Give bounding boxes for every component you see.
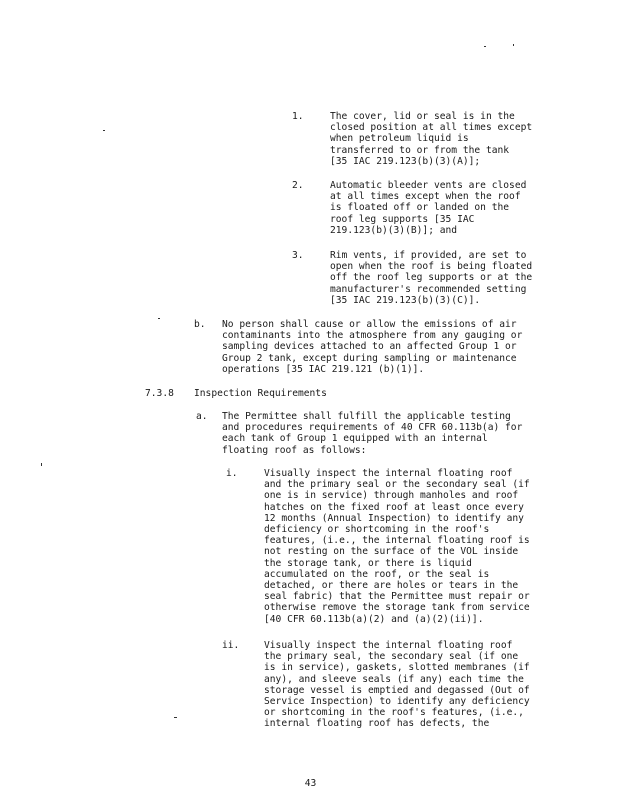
text-line: one is in service) through manholes and roof — [264, 490, 519, 502]
scan-speck — [41, 463, 42, 466]
text-line: any), and sleeve seals (if any) each time the — [264, 673, 524, 685]
page-number: 43 — [304, 778, 317, 789]
para-a-text — [222, 411, 522, 456]
text-line: accumulated on the roof, or the seal is — [264, 568, 490, 580]
sub-ii-label: ii. — [222, 640, 240, 651]
scan-speck — [513, 44, 514, 46]
text-line: Visually inspect the internal floating roof — [264, 640, 513, 651]
text-line: closed position at all times except — [330, 122, 533, 134]
scan-speck — [484, 46, 486, 47]
scan-speck — [103, 130, 105, 131]
text-line: seal fabric) that the Permittee must repair or — [264, 591, 530, 603]
para-b-label: b. — [194, 319, 206, 330]
text-line: otherwise remove the storage tank from service — [264, 602, 530, 614]
text-line: off the roof leg supports or at the — [330, 272, 533, 284]
text-line: the primary seal, the secondary seal (if one — [264, 651, 519, 663]
text-line: 219.123(b)(3)(B)]; and — [330, 224, 458, 236]
text-line: [35 IAC 219.123(b)(3)(C)]. — [330, 294, 481, 306]
text-line: is in service), gaskets, slotted membranes (if — [264, 662, 530, 674]
item-2-label: 2. — [292, 180, 304, 191]
item-1-label: 1. — [292, 111, 304, 122]
text-line: at all times except when the roof — [330, 191, 521, 203]
scan-speck — [158, 318, 160, 319]
text-line: manufacturer's recommended setting — [330, 283, 527, 295]
text-line: and procedures requirements of 40 CFR 60.113b(a) for — [222, 422, 523, 434]
text-line: Service Inspection) to identify any deficiency — [264, 696, 530, 708]
text-line: is floated off or landed on the — [330, 202, 510, 214]
text-line: when petroleum liquid is — [330, 133, 469, 145]
text-line: operations [35 IAC 219.121 (b)(1)]. — [222, 363, 425, 375]
text-line: transferred to or from the tank — [330, 144, 510, 156]
text-line: The Permittee shall fulfill the applicable testing — [222, 411, 511, 422]
scan-speck — [174, 717, 177, 718]
text-line: sampling devices attached to an affected Group 1 or — [222, 341, 517, 353]
text-line: [40 CFR 60.113b(a)(2) and (a)(2)(ii)]. — [264, 613, 484, 625]
para-b-text — [222, 319, 522, 375]
text-line: No person shall cause or allow the emissions of air — [222, 319, 517, 330]
text-line: or shortcoming in the roof's features, (i.e., — [264, 707, 524, 719]
text-line: Visually inspect the internal floating roof — [264, 468, 513, 479]
para-a-label: a. — [196, 411, 208, 422]
text-line: 12 months (Annual Inspection) to identify any — [264, 512, 524, 524]
section-number: 7.3.8 — [145, 388, 174, 399]
text-line: floating roof as follows: — [222, 444, 367, 456]
text-line: internal floating roof has defects, the — [264, 718, 490, 730]
sub-i-label: i. — [226, 468, 238, 479]
sub-i-text — [264, 468, 530, 625]
text-line: deficiency or shortcoming in the roof's — [264, 524, 490, 536]
text-line: the storage tank, or there is liquid — [264, 557, 472, 569]
text-line: not resting on the surface of the VOL inside — [264, 546, 519, 558]
sub-ii-text — [264, 640, 530, 730]
text-line: detached, or there are holes or tears in the — [264, 580, 519, 592]
item-2-text — [330, 180, 526, 236]
text-line: and the primary seal or the secondary seal (if — [264, 479, 530, 491]
item-3-label: 3. — [292, 250, 304, 261]
text-line: each tank of Group 1 equipped with an internal — [222, 433, 488, 445]
text-line: Group 2 tank, except during sampling or maintenance — [222, 352, 517, 364]
item-1-text — [330, 111, 532, 167]
text-line: features, (i.e., the internal floating roof is — [264, 535, 530, 547]
item-3-text — [330, 250, 532, 306]
text-line: storage vessel is emptied and degassed (Out of — [264, 684, 530, 696]
text-line: roof leg supports [35 IAC — [330, 213, 475, 225]
section-title: Inspection Requirements — [194, 388, 327, 399]
text-line: open when the roof is being floated — [330, 261, 533, 273]
text-line: Rim vents, if provided, are set to — [330, 250, 527, 261]
text-line: hatches on the fixed roof at least once every — [264, 501, 524, 513]
text-line: The cover, lid or seal is in the — [330, 111, 515, 122]
text-line: [35 IAC 219.123(b)(3)(A)]; — [330, 155, 481, 167]
text-line: contaminants into the atmosphere from any gauging or — [222, 330, 523, 342]
text-line: Automatic bleeder vents are closed — [330, 180, 527, 191]
